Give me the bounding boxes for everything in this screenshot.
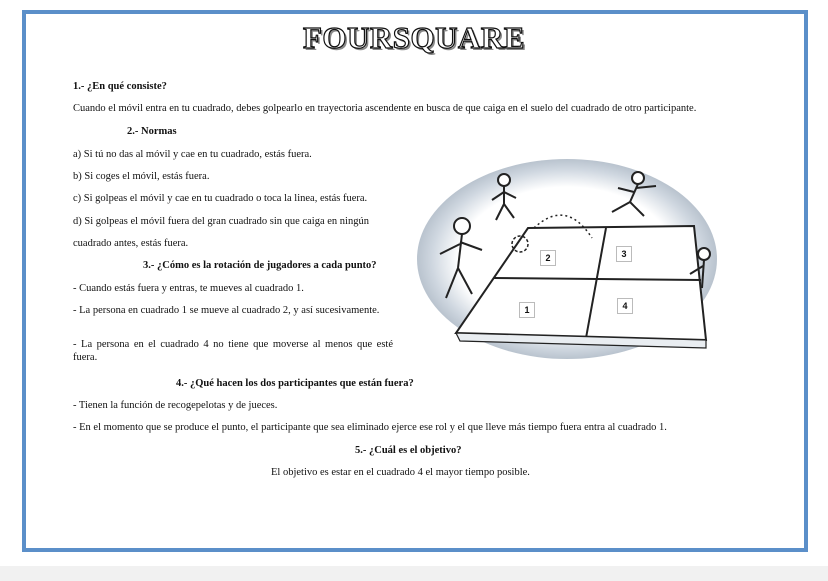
helpers-item-1: - Tienen la función de recogepelotas y de jueces. [73,400,278,411]
section1-text: Cuando el móvil entra en tu cuadrado, debes golpearlo en trayectoria ascendente en busca de que caiga en el suelo del cuadrado de otro participante. [73,103,697,114]
rule-d: d) Si golpeas el móvil fuera del gran cuadrado sin que caiga en ningún [73,216,369,227]
section3-heading: 3.- ¿Cómo es la rotación de jugadores a cada punto? [143,260,377,271]
section1-heading: 1.- ¿En qué consiste? [73,81,167,92]
square-2-label: 2 [540,250,556,266]
section2-heading: 2.- Normas [127,126,177,137]
square-4-label: 4 [617,298,633,314]
square-1-label: 1 [519,302,535,318]
rule-d-continued: cuadrado antes, estás fuera. [73,238,189,249]
rotation-item-1: - Cuando estás fuera y entras, te mueves al cuadrado 1. [73,283,304,294]
square-3-label: 3 [616,246,632,262]
section5-text: El objetivo es estar en el cuadrado 4 el mayor tiempo posible. [271,467,530,478]
section5-heading: 5.- ¿Cuál es el objetivo? [355,445,462,456]
foursquare-illustration [416,158,718,360]
rule-c: c) Si golpeas el móvil y cae en tu cuadrado o toca la linea, estás fuera. [73,193,368,204]
section4-heading: 4.- ¿Qué hacen los dos participantes que están fuera? [176,378,414,389]
page-title: FOURSQUARE [302,20,525,55]
rule-b: b) Si coges el móvil, estás fuera. [73,171,210,182]
rotation-item-3: - La persona en el cuadrado 4 no tiene que moverse al menos que esté fuera. [73,339,393,363]
rotation-item-2: - La persona en cuadrado 1 se mueve al cuadrado 2, y así sucesivamente. [73,305,380,316]
rule-a: a) Si tú no das al móvil y cae en tu cuadrado, estás fuera. [73,149,312,160]
court-drawing [416,158,718,360]
helpers-item-2: - En el momento que se produce el punto, el participante que sea eliminado ejerce ese rol y el que lleve más tiempo fuera entra al cuadrado 1. [73,422,667,433]
